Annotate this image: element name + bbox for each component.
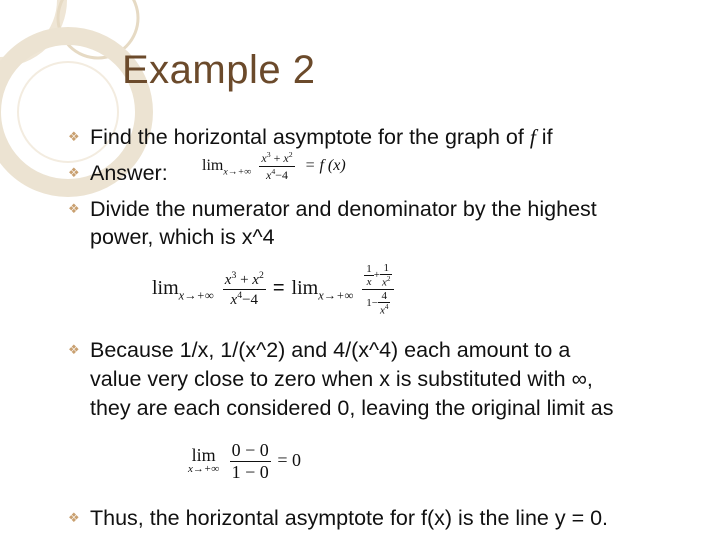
divide-equation bbox=[152, 262, 394, 316]
limit-result-equation bbox=[188, 440, 301, 483]
bullet-4-line3: they are each considered 0, leaving the original limit as bbox=[90, 396, 614, 420]
lim-text: lim bbox=[191, 444, 216, 465]
lim-subscript: x→+∞ bbox=[178, 288, 214, 303]
equals-sign: = bbox=[272, 276, 285, 299]
bullet-icon: ❖ bbox=[68, 342, 80, 357]
bullet-icon: ❖ bbox=[68, 201, 80, 216]
bullet-1-f: f bbox=[529, 125, 536, 149]
bullet-icon: ❖ bbox=[68, 510, 80, 525]
fraction-numerator: 0 − 0 bbox=[231, 440, 269, 460]
eq1-rhs: = f (x) bbox=[304, 157, 346, 175]
slide-title: Example 2 bbox=[122, 48, 316, 92]
fraction bbox=[230, 440, 271, 483]
eq3-rhs: = 0 bbox=[277, 449, 301, 470]
lim-subscript: x→+∞ bbox=[188, 462, 220, 475]
fraction: $\frac{x^3 + x^2}{x^4-4}$ bbox=[261, 150, 293, 182]
bullet-5-text: Thus, the horizontal asymptote for f(x) is the line y = 0. bbox=[90, 506, 609, 530]
lim-subscript: x→+∞ bbox=[223, 166, 252, 178]
lim-text: lim bbox=[152, 276, 179, 299]
answer-equation bbox=[202, 150, 346, 183]
bullet-2-text: Answer: bbox=[90, 161, 168, 185]
lim-text: lim bbox=[291, 276, 319, 299]
bullet-3-line2: power, which is x^4 bbox=[90, 225, 275, 249]
bullet-icon: ❖ bbox=[68, 165, 80, 180]
fraction-denominator: 1 − 0 bbox=[231, 462, 269, 482]
bullet-4-line2: value very close to zero when x is substituted with ∞, bbox=[90, 367, 593, 391]
compound-fraction: $\frac{1}{x}$ + $\frac{1}{x^2}$ 1− $\frac{4}{x^4}$ bbox=[362, 262, 394, 316]
lim-text: lim bbox=[202, 157, 224, 175]
bullet-1-if: if bbox=[541, 125, 553, 149]
bullet-3-line1: Divide the numerator and denominator by the highest bbox=[90, 197, 597, 221]
bullet-1-text: Find the horizontal asymptote for the graph of bbox=[90, 125, 524, 149]
fraction: $\frac{x^3 + x^2}{x^4-4}$ bbox=[224, 269, 264, 308]
bullet-1 bbox=[90, 124, 553, 150]
lim-subscript: x→+∞ bbox=[318, 288, 354, 303]
bullet-icon: ❖ bbox=[68, 129, 80, 144]
bullet-4-line1: Because 1/x, 1/(x^2) and 4/(x^4) each amount to a bbox=[90, 338, 571, 362]
